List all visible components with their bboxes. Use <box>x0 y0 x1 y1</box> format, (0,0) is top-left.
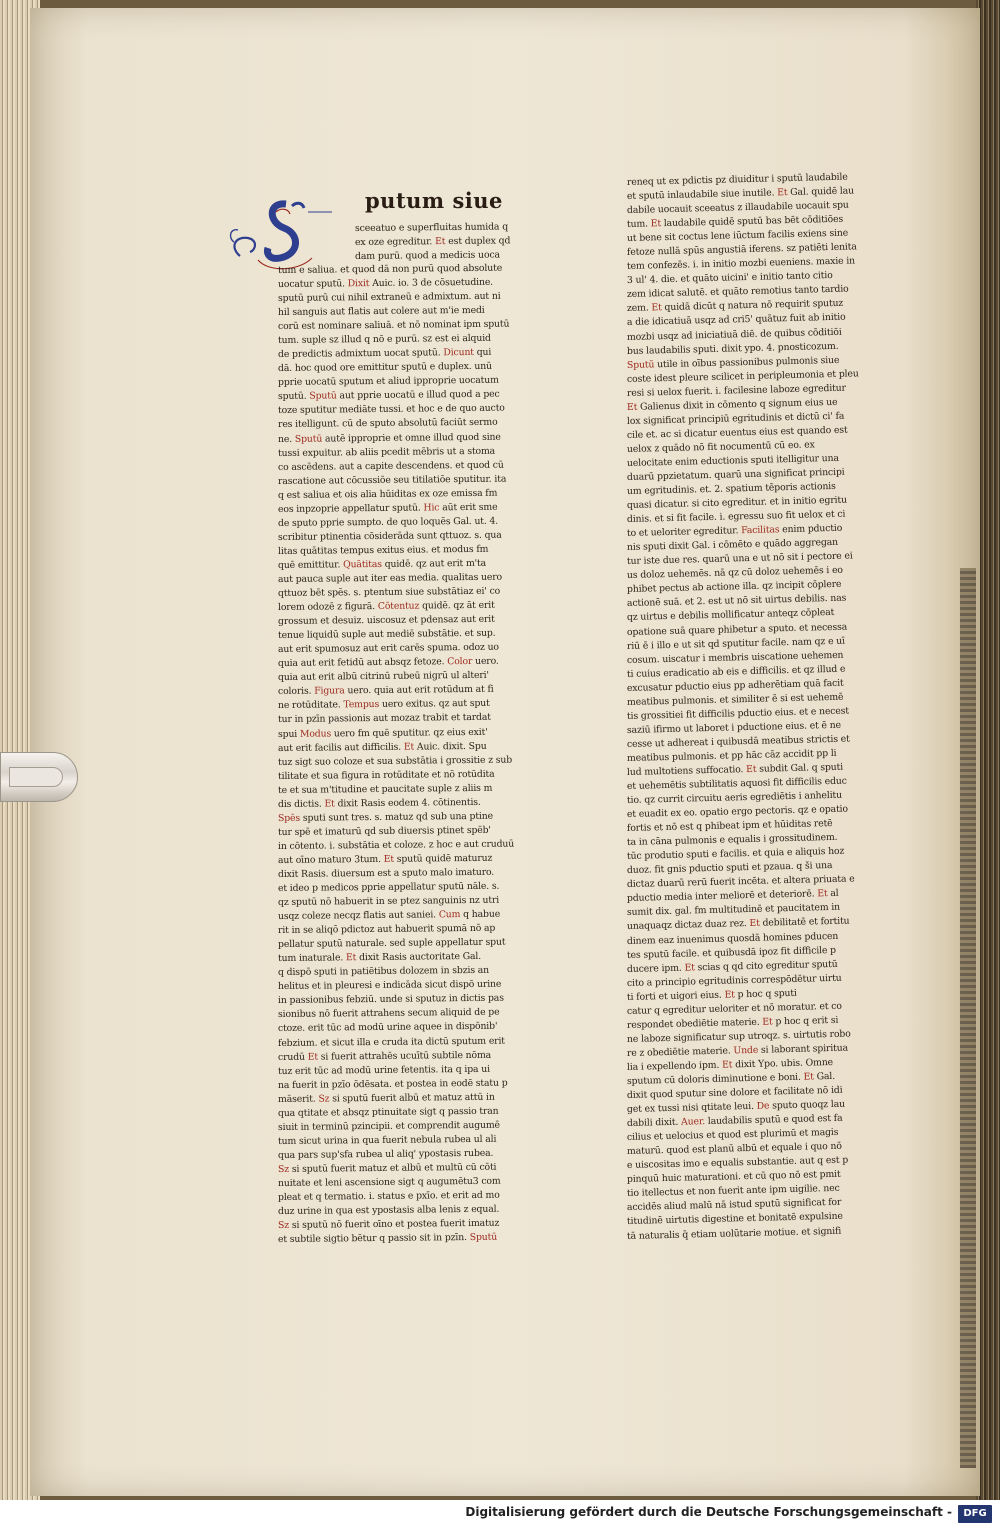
text-line: hil sanguis aut flatis aut colere aut m'ie medi <box>277 304 485 319</box>
text-line: accidēs aliud malū nā istud sputū significat for <box>626 1197 842 1214</box>
text-line: opatione suā quare phibetur a sputo. et necessa <box>626 621 848 638</box>
text-line: tuz erit tūc ad modū urine fetentis. ita q ipa ui <box>277 1063 490 1077</box>
text-line: pductio media inter meliorē et deteriorē. Et al <box>626 888 839 905</box>
text-line: tis grossitiei fit difficilis pductio eius. et e necest <box>626 705 850 722</box>
text-line: scribitur ptinentia cōsiderāda sunt qttuoz. s. qua <box>277 529 502 543</box>
text-line: titudinē uirtutis digestine et bonitatē expulsine <box>626 1211 843 1228</box>
text-line: fortis et nō est q phibeat ipm et hūiditas retē <box>626 818 833 835</box>
text-line: helitus et in pleuresi e indicāda sicut dispō urine <box>277 979 502 993</box>
text-line: tilitate et sua figura in rotūditate et nō rotūdita <box>277 768 495 782</box>
text-line: usqz coleze necqz flatis aut saniei. Cum q habue <box>277 908 501 923</box>
text-line: reneq ut ex pdictis pz diuiditur i sputū laudabile <box>626 171 848 188</box>
text-line: tūc produtio sputi e facilis. et quia e aliquis hoz <box>626 845 845 863</box>
text-line: duz urine in qua est ypostasis alba lenis z equal. <box>277 1203 500 1218</box>
text-line: 3 ul' 4. die. et quāto uicini' e initio tanto citio <box>626 270 833 287</box>
text-line: dā. hoc quod ore emittitur sputū e duplex. unū <box>277 361 492 375</box>
text-line: aut oīno maturo 3tum. Et sputū quidē maturuz <box>277 852 493 866</box>
text-line: q dispō sputi in patiētibus dolozem in sbzis an <box>277 965 490 979</box>
footer-bar <box>0 1500 1000 1528</box>
text-line: bus laudabilis sputi. dixit ypo. 4. pnosticozum. <box>626 340 839 357</box>
text-line: qttuoz bēt spēs. s. ptentum siue substātiaz ei' co <box>277 585 501 600</box>
text-line: ut bene sit coctus lene iūctum facilis exiens sine <box>626 227 849 245</box>
text-line: tur spē et imaturū qd sub diuersis ptinet spēb' <box>277 824 491 838</box>
text-line: et sputū inlaudabile siue inutile. Et Gal. quidē lau <box>626 185 855 203</box>
text-line: qz uirtus e debilis mollificatur anteqz cōpleat <box>626 607 835 624</box>
text-line: get ex tussi nisi qtitate leui. De sputo quoqz lau <box>626 1098 846 1116</box>
text-line: Sputū utile in oībus passionibus pulmonis siue <box>626 354 840 371</box>
text-line: toze sputitur mediāte tussi. et hoc e de quo aucto <box>277 403 505 417</box>
left-column-intro <box>277 221 545 278</box>
text-line: ducere ipm. Et scias q qd cito egreditur sputū <box>626 958 838 975</box>
text-line: qz sputū nō habuerit in se ptez sanguinis nz utri <box>277 894 500 909</box>
text-line: ne laboze significatur sup utroqz. s. uirtutis robo <box>626 1028 851 1045</box>
text-line: ne. Sputū autē ipproprie et omne illud quod sine <box>277 431 501 445</box>
text-line: dis dictis. Et dixit Rasis eodem 4. cōtinentis. <box>277 796 481 810</box>
text-line: duoz. fit gnis pductio sputi et pzaua. q ši una <box>626 860 833 877</box>
text-line: saziū ifirmo ut laboret i pductione eius. et ē ne <box>626 719 842 736</box>
text-line: aut pauca suple aut iter eas media. qualitas uero <box>277 571 503 585</box>
text-line: coloris. Figura uero. quia aut erit rotūdum at fi <box>277 684 494 698</box>
text-line: resi si uelox fuerit. i. facilesine laboze egreditur <box>626 382 846 399</box>
text-line: zem. Et quidā dicūt q natura nō requirit sputuz <box>626 298 844 315</box>
text-line: in passionibus febziū. unde si sputuz in dictis pas <box>277 993 504 1007</box>
text-line: coste idest pleure scilicet in peripleumonia et pleu <box>626 367 859 385</box>
text-line: aut erit spumosuz aut erit carēs spuma. odoz uo <box>277 641 499 656</box>
heading-title: putum siue <box>365 188 503 213</box>
text-line: quasi dicatur. si cito egreditur. et in initio egritu <box>626 494 847 512</box>
text-line: riū ē i illo e ut sit qd sputitur facile. nam qz e uī <box>626 635 846 652</box>
text-line: quē emittitur. Quātitas quidē. qz aut erit m'ta <box>277 557 487 571</box>
text-line: lud multotiens suffocatio. Et subdit Gal. q sputi <box>626 761 844 778</box>
text-line: quia aut erit fetidū aut absqz fetoze. Color uero. <box>277 655 499 670</box>
text-line: tā naturalis q̄ etiam uolūtarie motiue. et signifi <box>626 1225 842 1242</box>
text-line: um egritudinis. et. 2. spatium tēporis actionis <box>626 480 836 498</box>
text-line: actionē suā. et 2. est ut nō sit uirtus debilis. nas <box>626 593 847 610</box>
text-line: dictaz duarū rerū fuerit incēta. et altera priuata e <box>626 873 855 891</box>
text-line: tur iste due res. quarū una e ut nō sit i pectore ei <box>626 550 853 568</box>
text-line: corū est nominare saliuā. et nō nominat ipm sputū <box>277 318 510 333</box>
page-edge-marks <box>960 568 976 1468</box>
text-line: pprie uocatū sputum et aliud ipproprie uocatum <box>277 375 499 389</box>
text-line: siuit in terminū pzincipii. et comprendit augumē <box>277 1119 500 1133</box>
text-line: dabile uocauit sceeatus z illaudabile uocauit spu <box>626 199 849 217</box>
text-line: res itelligunt. cū de sputo absolutū faciūt sermo <box>277 417 498 431</box>
funding-notice: Digitalisierung gefördert durch die Deutsche Forschungsgemeinschaft - <box>465 1505 952 1519</box>
text-line: Sz si sputū fuerit matuz et albū et multū cū cōti <box>277 1161 497 1175</box>
text-line: nis sputi dixit Gal. i cōmēto e quādo aggregan <box>626 537 839 554</box>
text-line: zem idicat salutē. et quāto remotius tanto tardio <box>626 283 849 301</box>
text-line: eos inpzoprie appellatur sputū. Hic aūt erit sme <box>277 501 498 515</box>
text-line: cosum. uiscatur i membris uiscatione uehemen <box>626 649 844 666</box>
text-line: ctoze. erit tūc ad modū urine aquee in dispōnib' <box>277 1021 498 1035</box>
text-line: phibet pectus ab actione illa. qz incipit cōplere <box>626 579 842 596</box>
text-line: et ideo p medicos pprie appellatur sputū nāle. s. <box>277 880 500 895</box>
text-line: tio itellectus et non fuerit ante ipm uigilie. nec <box>626 1183 840 1200</box>
text-line: q est saliua et ois alia hūiditas ex oze emissa fm <box>277 487 498 501</box>
text-line: sionibus nō fuerit attrahens secum aliquid de pe <box>277 1007 500 1021</box>
text-line: uelocitate enim eductionis sputi itelligitur una <box>626 452 839 469</box>
text-line: cile et. ac si dicatur euentus eius est quando est <box>626 424 848 441</box>
text-line: pellatur sputū naturale. sed suple appellatur sput <box>277 936 506 951</box>
text-line: dixit quod sputur sine dolore et facilitate nō idi <box>626 1084 843 1102</box>
text-line: rit in se aliqō pdictoz aut habuerit spumā nō ap <box>277 922 496 937</box>
text-line: unaquaqz dictaz duaz rez. Et debilitatē et fortitu <box>626 916 850 933</box>
text-line: de sputo pprie sumpto. de quo loquēs Gal. ut. 4. <box>277 515 499 529</box>
text-line: tum. Et laudabile quidē sputū bas bēt cōditiōes <box>626 213 844 231</box>
text-line: uocatur sputū. Dixit Auic. io. 3 de cōsuetudine. <box>277 276 494 290</box>
text-line: duarū ppzietatum. quarū una significat principi <box>626 466 845 483</box>
text-line: maturū. quod est planū albū et equale i quo nō <box>626 1140 842 1158</box>
text-line: crudū Et si fuerit attrahēs ucuītū subtile nōma <box>277 1049 492 1063</box>
text-line: sumit dix. gal. fm multitudinē et paucitatem in <box>626 902 841 919</box>
text-line: ne rotūditate. Tempus uero exitus. qz aut sput <box>277 698 490 712</box>
dfg-logo: DFG <box>958 1505 992 1523</box>
text-line: meatibus pulmonis. et pp hāc cāz accidit pp li <box>626 747 837 764</box>
text-line: et uehemētis subtilitatis aquosi fit difficilis educ <box>626 775 847 793</box>
text-line: catur q egreditur ueloriter et nō moratur. et co <box>626 1000 842 1017</box>
text-line: respondet obediētie materie. Et p hoc q erit si <box>626 1014 839 1031</box>
text-line: lox significat principiū egritudinis et dictū ci' fa <box>626 410 845 427</box>
text-line: tur in pzīn passionis aut mozaz trabit et tardat <box>277 712 491 726</box>
text-line: Sz si sputū nō fuerit oīno et postea fuerit imatuz <box>277 1217 500 1232</box>
text-line: ti forti et uigori eius. Et p hoc q sputi <box>626 987 797 1003</box>
text-line: tenue liquidū suple aut mediē substātie. et sup. <box>277 627 496 642</box>
text-line: lia i expellendo ipm. Et dixit Ypo. ubis. Omne <box>626 1056 834 1073</box>
text-line: co ascēdens. aut a capite descendens. et quod cū <box>277 459 504 473</box>
text-line: tum inaturale. Et dixit Rasis auctoritate Gal. <box>277 951 482 965</box>
book-clip <box>0 752 78 802</box>
text-line: qua pars sup'sfa rubea ul aliq' ypostasis rubea. <box>277 1147 494 1161</box>
text-line: dabili dixit. Auer. laudabilis sputū e quod est fa <box>626 1112 843 1130</box>
text-line: qua qtitate et absqz ptinuitate sigt q passio tran <box>277 1105 499 1119</box>
text-line: tem confezēs. i. in initio mozbi eueniens. maxie in <box>626 255 856 273</box>
text-line: pinquū huic maturationi. et cū quo nō est pmit <box>626 1169 841 1186</box>
text-line: cesse ut adhereat i quibusdā meatibus strictis et <box>626 733 850 750</box>
text-line: grossum et desuiz. uiscosuz et pdensaz aut erit <box>277 613 495 628</box>
text-line: litas quātitas tempus exitus eius. et modus fm <box>277 543 489 557</box>
text-line: dixit Rasis. diuersum est a sputo malo imaturo. <box>277 866 495 880</box>
text-line: tuz sigt suo coloze et sua substātia i grossitie z sub <box>277 754 513 768</box>
text-line: tes sputū facile. et quibusdā ipoz fit difficile p <box>626 944 837 961</box>
text-line: a die idicatiuā usqz ad cri5' quātuz fuit ab initio <box>626 312 846 329</box>
right-text-column <box>626 171 915 1244</box>
text-line: cito a principio egritudinis correspōdētur uirtu <box>626 972 842 989</box>
text-line: tum e saliua. et quod dā non purū quod absolute <box>277 262 503 277</box>
text-line: in cōtento. i. substātia et coloze. z hoc e aut cruduū <box>277 838 515 852</box>
text-line: tussi expuitur. ab aliis pcedit mēbris ut a stoma <box>277 445 496 459</box>
left-text-column <box>278 278 550 1247</box>
text-line: meatibus pulmonis. et similiter ē si est uehemē <box>626 691 844 708</box>
text-line: dam purū. quod a medicis uoca <box>354 249 501 263</box>
text-line: febzium. et sicut illa e cruda ita dictū sputum erit <box>277 1035 505 1049</box>
text-line: sceeatuo e superfluitas humida q <box>354 221 509 234</box>
text-line: lorem odozē z figurā. Cōtentuz quidē. qz āt erit <box>277 599 495 614</box>
text-line: dinem eaz inuenimus quosdā homines pducen <box>626 930 839 947</box>
text-line: aut erit facilis aut difficilis. Et Auic. dixit. Spu <box>277 740 487 754</box>
text-line: māserit. Sz si sputū fuerit albū et matuz attū in <box>277 1091 495 1105</box>
text-line: tum sicut urina in qua fuerit nebula rubea ul ali <box>277 1133 497 1147</box>
text-line: ta in cāna pulmonis e equalis i grossitudinem. <box>626 832 838 849</box>
text-line: et subtile sigtio bētur q passio sit in pzīn. Sputū <box>277 1231 498 1246</box>
text-line: uelox z quādo nō fit nocumentū cū eo. ex <box>626 439 815 455</box>
text-line: na fuerit in pzīo ōdēsata. et postea in eodē statu p <box>277 1077 508 1091</box>
text-line: fetoze nullā spūs angustiā iferens. sz patiēti lenita <box>626 241 857 259</box>
text-line: re z obediētie materie. Unde si laborant spiritua <box>626 1042 849 1059</box>
text-line: te et sua m'titudine et paucitate suple z aliis m <box>277 782 493 796</box>
text-line: Spēs sputi sunt tres. s. matuz qd sub una ptine <box>277 810 494 824</box>
text-line: cilius et uelocius et quod est plurimū et magis <box>626 1127 839 1144</box>
text-line: quia aut erit albū citrinū rubeū nigrū ul alteri' <box>277 670 489 684</box>
text-line: et euadit ex eo. opatio ergo pectoris. qz e opatio <box>626 803 849 821</box>
text-line: tio. qz currit circuitu aeris egrediētis i anhelitu <box>626 789 843 807</box>
text-line: ti cuius eradicatio ab eis e difficilis. et qz illud e <box>626 663 846 680</box>
text-line: to et ueloriter egreditur. Facilitas enim pductio <box>626 522 843 540</box>
text-line: us doloz uehemēs. nā qz cū doloz uehemēs i eo <box>626 565 843 582</box>
text-line: tum. suple sz illud q nō e purū. sz est ei alquid <box>277 332 491 347</box>
text-line: dinis. et si fit facile. i. egressu suo fit uelox et ci <box>626 508 846 526</box>
text-line: sputū purū cui nihil extraneū e admixtum. aut ni <box>277 290 501 305</box>
text-line: nuitate et leni ascensione sigt q augumētu3 com <box>277 1175 501 1189</box>
text-line: spui Modus uero fm quē sputitur. qz eius exit' <box>277 726 488 740</box>
text-line: sputū. Sputū aut pprie uocatū e illud quod a pec <box>277 389 500 403</box>
text-line: rascatione aut cōcussiōe seu titilatiōe sputitur. ita <box>277 473 507 487</box>
text-line: mozbi usqz ad iniciatiuā diē. de quibus cōditiōi <box>626 326 842 343</box>
text-line: ex oze egreditur. Et est duplex qd <box>354 235 511 249</box>
text-line: excusatur pductio eius pp adherētiam quā facit <box>626 677 844 694</box>
text-line: sputum cū doloris diminutione e boni. Et Gal. <box>626 1070 836 1087</box>
text-line: Et Galienus dixit in cōmento q signum eius ue <box>626 396 838 413</box>
text-line: e uiscositas imo e equalis substantie. aut q est p <box>626 1154 849 1172</box>
text-line: de predictis admixtum uocat sputū. Dicunt qui <box>277 347 492 361</box>
text-line: pleat et q termatio. i. status e pxīo. et erit ad mo <box>277 1189 500 1204</box>
